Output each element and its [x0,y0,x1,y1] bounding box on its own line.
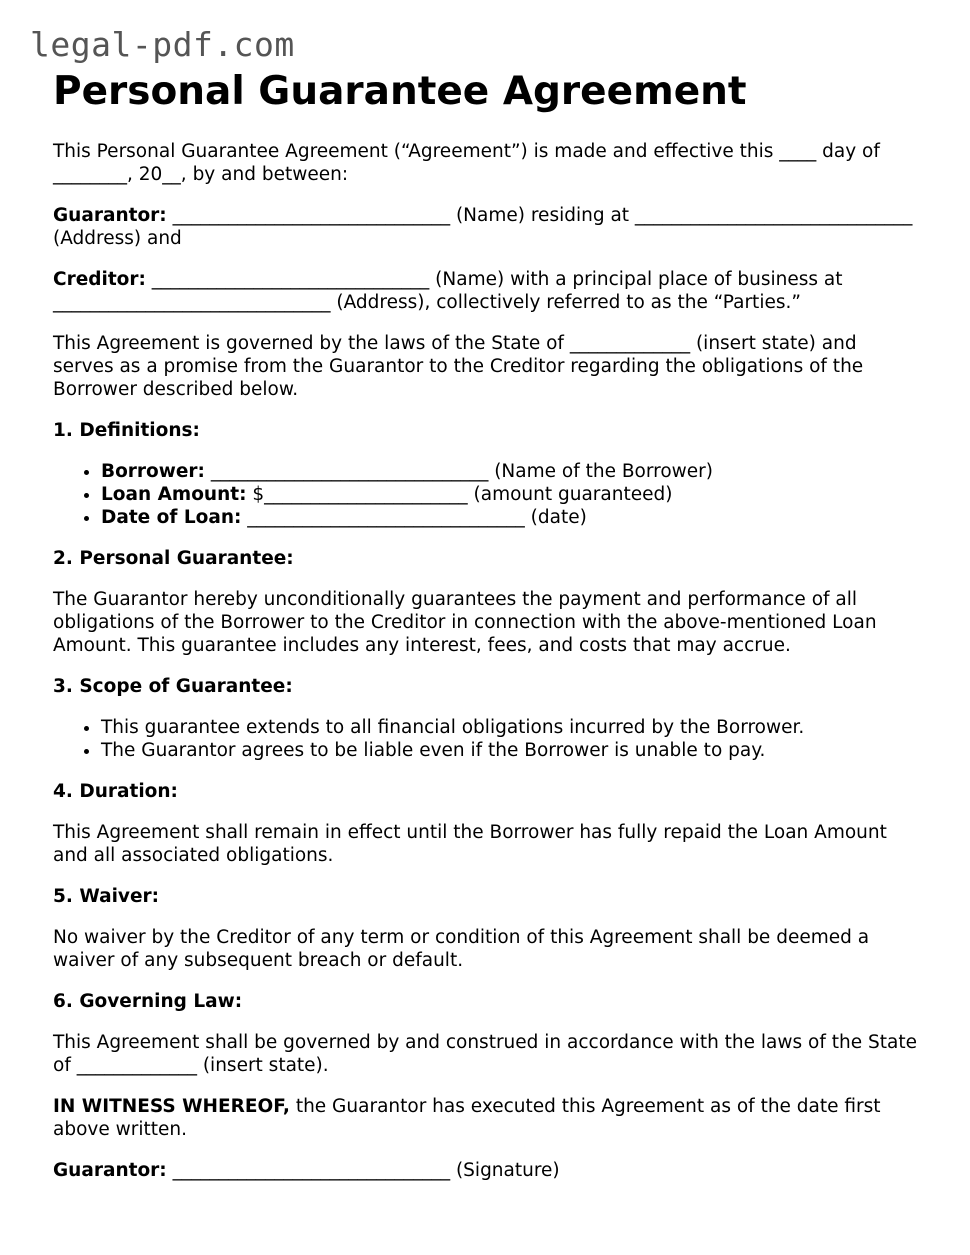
governing-law-paragraph: This Agreement shall be governed by and construed in accordance with the laws of the State of _____________ (insert state). [53,1032,917,1076]
list-item: • This guarantee extends to all financial obligations incurred by the Borrower. [101,716,918,739]
document-page [53,70,918,1182]
guarantor-text: ______________________________ (Name) residing at ______________________________ (Address) and [53,205,913,249]
waiver-paragraph: No waiver by the Creditor of any term or condition of this Agreement shall be deemed a waiver of any subsequent breach or default. [53,927,870,971]
definition-text: ______________________________ (Name of the Borrower) [204,461,713,482]
list-item [101,483,918,506]
signature-text: ______________________________ (Signature) [166,1160,560,1181]
definition-text: $______________________ (amount guaranteed) [246,484,673,505]
definition-label: Borrower: [101,461,205,482]
section-heading-duration: 4. Duration: [53,781,178,802]
guarantor-label: Guarantor: [53,205,167,226]
creditor-text: ______________________________ (Name) with a principal place of business at ______________________________ (Address), collectively referred to as the “Parties.” [53,269,843,313]
section-heading-scope: 3. Scope of Guarantee: [53,676,293,697]
governing-intro-paragraph: This Agreement is governed by the laws of the State of _____________ (insert state) and serves as a promise from the Guarantor to the Creditor regarding the obligations of the Borrower described below. [53,333,864,400]
witness-paragraph [53,1095,918,1141]
definition-text: ______________________________ (date) [241,507,587,528]
personal-guarantee-paragraph: The Guarantor hereby unconditionally guarantees the payment and performance of all obligations of the Borrower to the Creditor in connection with the above-mentioned Loan Amount. This guarantee includes any interest, fees, and costs that may accrue. [53,589,877,656]
section-heading-definitions: 1. Definitions: [53,420,200,441]
list-item [101,506,918,529]
signature-line [53,1159,918,1182]
witness-label: IN WITNESS WHEREOF, [53,1096,290,1117]
scope-list [53,716,918,762]
guarantor-paragraph [53,204,918,250]
list-item: • The Guarantor agrees to be liable even if the Borrower is unable to pay. [101,739,918,762]
creditor-label: Creditor: [53,269,146,290]
section-heading-governing-law: 6. Governing Law: [53,991,243,1012]
definition-label: Date of Loan: [101,507,242,528]
intro-paragraph: This Personal Guarantee Agreement (“Agreement”) is made and effective this ____ day of ________, 20__, by and between: [53,141,880,185]
definition-label: Loan Amount: [101,484,247,505]
duration-paragraph: This Agreement shall remain in effect until the Borrower has fully repaid the Loan Amount and all associated obligations. [53,822,887,866]
section-heading-waiver: 5. Waiver: [53,886,160,907]
section-heading-personal-guarantee: 2. Personal Guarantee: [53,548,294,569]
watermark: legal-pdf.com [30,25,295,64]
creditor-paragraph [53,268,918,314]
definitions-list [53,460,918,529]
page-title: Personal Guarantee Agreement [53,69,747,114]
signature-label: Guarantor: [53,1160,167,1181]
witness-text: the Guarantor has executed this Agreement as of the date first above written. [53,1096,881,1140]
list-item [101,460,918,483]
